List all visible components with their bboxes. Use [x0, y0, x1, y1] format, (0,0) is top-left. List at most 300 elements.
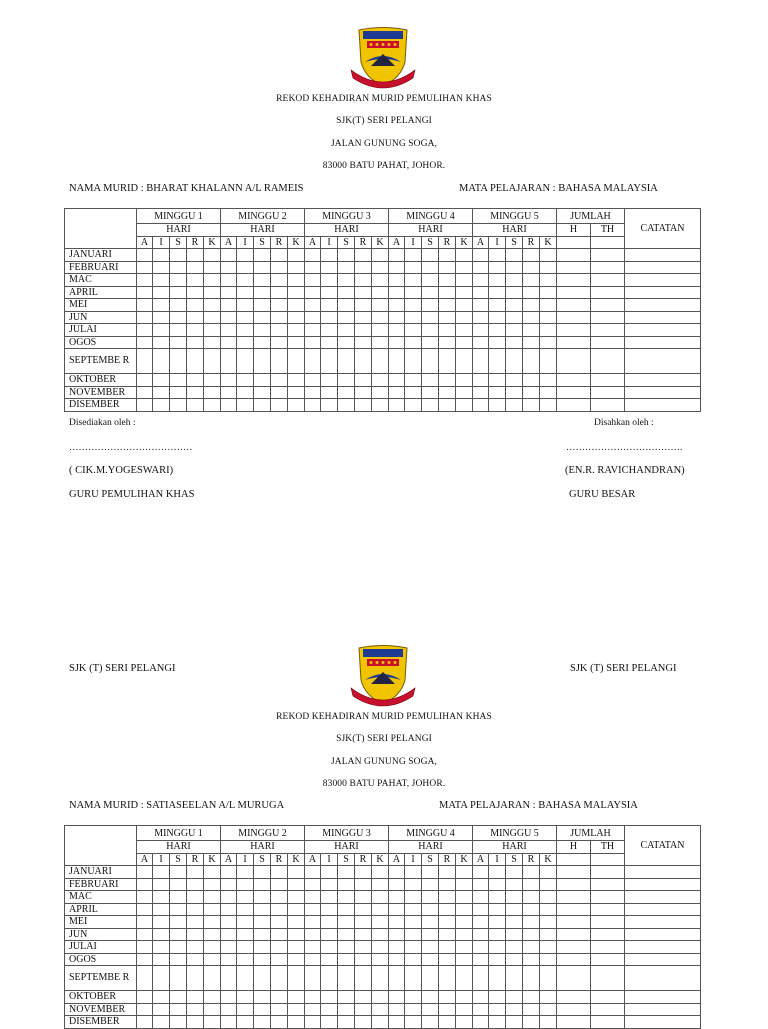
attendance-cell: [456, 953, 473, 966]
attendance-cell: [540, 866, 557, 879]
attendance-cell: [271, 916, 288, 929]
attendance-cell: [456, 928, 473, 941]
day-letter: I: [405, 853, 422, 866]
attendance-cell: [204, 1016, 221, 1029]
table-row: [65, 916, 701, 929]
attendance-cell: [237, 941, 254, 954]
attendance-cell: [540, 928, 557, 941]
attendance-cell: [456, 916, 473, 929]
attendance-cell: [625, 916, 701, 929]
attendance-cell: [355, 953, 372, 966]
attendance-cell: [221, 941, 237, 954]
attendance-cell: [305, 878, 321, 891]
attendance-cell: [254, 903, 271, 916]
attendance-cell: [187, 866, 204, 879]
attendance-cell: [204, 891, 221, 904]
attendance-cell: [305, 928, 321, 941]
attendance-cell: [153, 903, 170, 916]
attendance-cell: [591, 953, 625, 966]
day-letter: I: [153, 236, 170, 249]
attendance-cell: [372, 941, 389, 954]
table-row: [65, 1016, 701, 1029]
attendance-cell: [625, 903, 701, 916]
attendance-cell: [372, 966, 389, 991]
total-header: JUMLAH: [557, 209, 625, 224]
day-letter: R: [271, 236, 288, 249]
blank-cell: [591, 853, 625, 866]
day-letter: I: [405, 236, 422, 249]
attendance-cell: [506, 1003, 523, 1016]
attendance-cell: [321, 1003, 338, 1016]
month-label: APRIL: [65, 286, 137, 299]
attendance-cell: [372, 891, 389, 904]
attendance-cell: [591, 866, 625, 879]
attendance-cell: [170, 928, 187, 941]
attendance-cell: [321, 966, 338, 991]
school-street: JALAN GUNUNG SOGA,: [330, 139, 438, 149]
prepared-by-label: Disediakan oleh :: [69, 418, 136, 428]
attendance-cell: [523, 953, 540, 966]
attendance-cell: [355, 1003, 372, 1016]
attendance-cell: [170, 878, 187, 891]
day-letter: I: [237, 853, 254, 866]
attendance-cell: [591, 928, 625, 941]
attendance-cell: [338, 866, 355, 879]
day-group-header: HARI: [473, 841, 557, 854]
attendance-cell: [473, 1016, 489, 1029]
attendance-cell: [288, 878, 305, 891]
total-subheader: TH: [591, 224, 625, 237]
attendance-cell: [221, 878, 237, 891]
attendance-cell: [405, 1016, 422, 1029]
attendance-cell: [305, 1016, 321, 1029]
attendance-cell: [204, 916, 221, 929]
attendance-cell: [405, 866, 422, 879]
attendance-cell: [389, 941, 405, 954]
attendance-cell: [473, 953, 489, 966]
attendance-cell: [204, 903, 221, 916]
teacher-name: ( CIK.M.YOGESWARI): [69, 465, 174, 476]
day-letter: A: [137, 853, 153, 866]
attendance-cell: [439, 928, 456, 941]
attendance-cell: [153, 891, 170, 904]
attendance-cell: [321, 916, 338, 929]
attendance-cell: [523, 916, 540, 929]
attendance-cell: [355, 891, 372, 904]
day-letter: K: [540, 853, 557, 866]
attendance-cell: [405, 953, 422, 966]
day-letter: K: [456, 236, 473, 249]
attendance-cell: [372, 953, 389, 966]
attendance-cell: [405, 928, 422, 941]
attendance-cell: [153, 953, 170, 966]
attendance-cell: [591, 1016, 625, 1029]
attendance-cell: [422, 1003, 439, 1016]
attendance-cell: [137, 991, 153, 1004]
attendance-cell: [489, 991, 506, 1004]
attendance-cell: [591, 941, 625, 954]
day-letter: S: [170, 853, 187, 866]
attendance-cell: [506, 891, 523, 904]
day-group-header: HARI: [221, 841, 305, 854]
day-group-header: HARI: [221, 224, 305, 237]
attendance-cell: [237, 878, 254, 891]
attendance-cell: [422, 891, 439, 904]
day-letter: I: [237, 236, 254, 249]
day-letter: A: [305, 853, 321, 866]
attendance-cell: [456, 891, 473, 904]
attendance-table: [64, 825, 701, 1029]
subject-name: MATA PELAJARAN : BAHASA MALAYSIA: [459, 183, 658, 194]
attendance-cell: [288, 953, 305, 966]
day-letter: A: [137, 236, 153, 249]
attendance-cell: [422, 916, 439, 929]
attendance-cell: [540, 941, 557, 954]
attendance-cell: [473, 966, 489, 991]
attendance-cell: [204, 878, 221, 891]
attendance-cell: [271, 928, 288, 941]
attendance-cell: [405, 966, 422, 991]
attendance-cell: [489, 966, 506, 991]
attendance-cell: [489, 1016, 506, 1029]
attendance-cell: [288, 941, 305, 954]
attendance-cell: [338, 903, 355, 916]
attendance-cell: [271, 1016, 288, 1029]
week-header: MINGGU 2: [221, 826, 305, 841]
day-letter: A: [473, 236, 489, 249]
attendance-cell: [321, 891, 338, 904]
month-label: MEI: [65, 916, 137, 929]
attendance-cell: [540, 1003, 557, 1016]
day-letter: I: [489, 853, 506, 866]
attendance-cell: [422, 991, 439, 1004]
approved-by-label: Disahkan oleh :: [594, 418, 654, 428]
attendance-cell: [591, 991, 625, 1004]
day-letter: R: [439, 236, 456, 249]
attendance-cell: [557, 953, 591, 966]
month-label: OGOS: [65, 953, 137, 966]
attendance-cell: [473, 991, 489, 1004]
attendance-cell: [473, 916, 489, 929]
attendance-cell: [456, 903, 473, 916]
attendance-cell: [422, 953, 439, 966]
attendance-cell: [473, 878, 489, 891]
attendance-cell: [170, 941, 187, 954]
table-row: [65, 928, 701, 941]
form-title: REKOD KEHADIRAN MURID PEMULIHAN KHAS: [276, 94, 492, 104]
attendance-cell: [625, 966, 701, 991]
attendance-cell: [153, 966, 170, 991]
attendance-cell: [523, 1003, 540, 1016]
attendance-cell: [187, 916, 204, 929]
school-name: SJK(T) SERI PELANGI: [336, 734, 432, 744]
attendance-cell: [372, 903, 389, 916]
attendance-cell: [321, 928, 338, 941]
attendance-cell: [170, 991, 187, 1004]
attendance-cell: [625, 941, 701, 954]
attendance-cell: [591, 966, 625, 991]
attendance-cell: [288, 916, 305, 929]
day-letter: S: [254, 853, 271, 866]
attendance-cell: [187, 891, 204, 904]
attendance-cell: [540, 966, 557, 991]
attendance-cell: [221, 903, 237, 916]
attendance-cell: [187, 878, 204, 891]
attendance-cell: [271, 891, 288, 904]
header-school-right: SJK (T) SERI PELANGI: [570, 663, 677, 674]
attendance-cell: [221, 1003, 237, 1016]
attendance-cell: [591, 916, 625, 929]
day-letter: R: [523, 853, 540, 866]
attendance-cell: [591, 891, 625, 904]
attendance-cell: [506, 916, 523, 929]
attendance-cell: [254, 878, 271, 891]
attendance-cell: [591, 1003, 625, 1016]
attendance-cell: [557, 1003, 591, 1016]
day-letter: R: [187, 236, 204, 249]
week-header: MINGGU 1: [137, 209, 221, 224]
attendance-cell: [473, 928, 489, 941]
attendance-cell: [338, 941, 355, 954]
attendance-cell: [456, 1016, 473, 1029]
attendance-cell: [422, 1016, 439, 1029]
day-letter: A: [473, 853, 489, 866]
attendance-cell: [540, 916, 557, 929]
day-letter: A: [221, 236, 237, 249]
attendance-cell: [523, 891, 540, 904]
total-header: JUMLAH: [557, 826, 625, 841]
attendance-cell: [506, 1016, 523, 1029]
attendance-cell: [221, 928, 237, 941]
attendance-cell: [557, 966, 591, 991]
attendance-cell: [254, 891, 271, 904]
attendance-cell: [506, 866, 523, 879]
day-letter: R: [187, 853, 204, 866]
attendance-cell: [523, 1016, 540, 1029]
attendance-cell: [338, 991, 355, 1004]
attendance-cell: [305, 1003, 321, 1016]
attendance-cell: [540, 991, 557, 1004]
signature-line-right: ……………………………….: [566, 443, 683, 453]
attendance-cell: [625, 928, 701, 941]
day-letter: A: [389, 853, 405, 866]
day-letter: K: [204, 236, 221, 249]
attendance-cell: [422, 941, 439, 954]
month-label: FEBRUARI: [65, 261, 137, 274]
attendance-cell: [355, 878, 372, 891]
attendance-cell: [456, 878, 473, 891]
attendance-cell: [355, 916, 372, 929]
attendance-cell: [405, 878, 422, 891]
attendance-cell: [439, 903, 456, 916]
attendance-cell: [137, 916, 153, 929]
attendance-cell: [305, 916, 321, 929]
attendance-cell: [523, 966, 540, 991]
attendance-cell: [254, 928, 271, 941]
attendance-cell: [221, 991, 237, 1004]
attendance-cell: [489, 891, 506, 904]
month-label: JULAI: [65, 941, 137, 954]
month-label: OKTOBER: [65, 374, 137, 387]
attendance-cell: [557, 878, 591, 891]
attendance-cell: [221, 953, 237, 966]
attendance-cell: [204, 928, 221, 941]
school-name: SJK(T) SERI PELANGI: [336, 116, 432, 126]
attendance-cell: [271, 991, 288, 1004]
attendance-cell: [372, 1003, 389, 1016]
day-letter: K: [288, 853, 305, 866]
attendance-cell: [473, 1003, 489, 1016]
attendance-cell: [221, 1016, 237, 1029]
attendance-cell: [389, 928, 405, 941]
day-letter: S: [506, 236, 523, 249]
attendance-cell: [254, 916, 271, 929]
blank-cell: [557, 853, 591, 866]
attendance-cell: [389, 1016, 405, 1029]
attendance-cell: [355, 866, 372, 879]
attendance-cell: [355, 1016, 372, 1029]
attendance-cell: [153, 878, 170, 891]
attendance-cell: [321, 866, 338, 879]
signature-line-left: …………………………………: [69, 443, 193, 453]
attendance-cell: [389, 916, 405, 929]
attendance-cell: [389, 903, 405, 916]
attendance-cell: [237, 1003, 254, 1016]
month-label: NOVEMBER: [65, 386, 137, 399]
attendance-cell: [489, 878, 506, 891]
month-label: NOVEMBER: [65, 1003, 137, 1016]
attendance-cell: [456, 991, 473, 1004]
day-letter: I: [489, 236, 506, 249]
attendance-cell: [237, 916, 254, 929]
attendance-cell: [137, 866, 153, 879]
student-name: NAMA MURID : SATIASEELAN A/L MURUGA: [69, 800, 285, 811]
day-letter: S: [170, 236, 187, 249]
attendance-cell: [338, 878, 355, 891]
attendance-cell: [523, 903, 540, 916]
attendance-cell: [439, 916, 456, 929]
attendance-cell: [153, 1016, 170, 1029]
attendance-cell: [170, 953, 187, 966]
attendance-cell: [372, 928, 389, 941]
month-label: SEPTEMBE R: [65, 966, 137, 991]
attendance-cell: [625, 891, 701, 904]
attendance-cell: [237, 953, 254, 966]
attendance-cell: [456, 866, 473, 879]
month-label: DISEMBER: [65, 1016, 137, 1029]
month-label: JULAI: [65, 324, 137, 337]
month-label: APRIL: [65, 903, 137, 916]
attendance-cell: [557, 991, 591, 1004]
day-letter: A: [221, 853, 237, 866]
attendance-cell: [137, 941, 153, 954]
notes-header: CATATAN: [625, 209, 701, 249]
attendance-cell: [625, 878, 701, 891]
total-subheader: H: [557, 224, 591, 237]
attendance-cell: [405, 916, 422, 929]
attendance-cell: [137, 878, 153, 891]
week-header: MINGGU 4: [389, 826, 473, 841]
month-label: MEI: [65, 299, 137, 312]
day-letter: I: [153, 853, 170, 866]
attendance-cell: [170, 1016, 187, 1029]
attendance-cell: [237, 928, 254, 941]
day-group-header: HARI: [137, 841, 221, 854]
attendance-cell: [204, 941, 221, 954]
attendance-cell: [372, 916, 389, 929]
attendance-cell: [456, 941, 473, 954]
attendance-cell: [557, 928, 591, 941]
week-header: MINGGU 3: [305, 826, 389, 841]
attendance-cell: [355, 991, 372, 1004]
attendance-cell: [271, 941, 288, 954]
attendance-cell: [506, 903, 523, 916]
attendance-cell: [288, 866, 305, 879]
attendance-cell: [523, 928, 540, 941]
notes-header: CATATAN: [625, 826, 701, 866]
attendance-cell: [321, 991, 338, 1004]
day-letter: I: [321, 853, 338, 866]
attendance-cell: [170, 866, 187, 879]
attendance-cell: [187, 903, 204, 916]
attendance-cell: [204, 953, 221, 966]
attendance-cell: [557, 916, 591, 929]
attendance-cell: [540, 903, 557, 916]
attendance-cell: [271, 966, 288, 991]
attendance-cell: [557, 1016, 591, 1029]
attendance-cell: [137, 891, 153, 904]
school-city: 83000 BATU PAHAT, JOHOR.: [322, 779, 446, 789]
attendance-cell: [137, 966, 153, 991]
attendance-cell: [540, 953, 557, 966]
attendance-cell: [187, 941, 204, 954]
attendance-cell: [321, 953, 338, 966]
attendance-cell: [523, 991, 540, 1004]
attendance-cell: [338, 966, 355, 991]
attendance-cell: [489, 941, 506, 954]
attendance-cell: [288, 891, 305, 904]
day-group-header: HARI: [473, 224, 557, 237]
attendance-cell: [591, 903, 625, 916]
attendance-cell: [506, 991, 523, 1004]
attendance-cell: [439, 953, 456, 966]
day-letter: S: [422, 853, 439, 866]
day-letter: K: [204, 853, 221, 866]
attendance-cell: [137, 953, 153, 966]
day-letter: S: [338, 236, 355, 249]
table-row: [65, 966, 701, 991]
month-label: FEBRUARI: [65, 878, 137, 891]
attendance-cell: [389, 953, 405, 966]
attendance-cell: [321, 878, 338, 891]
day-group-header: HARI: [137, 224, 221, 237]
week-header: MINGGU 1: [137, 826, 221, 841]
attendance-cell: [153, 941, 170, 954]
month-label: OGOS: [65, 336, 137, 349]
attendance-cell: [506, 966, 523, 991]
form-title: REKOD KEHADIRAN MURID PEMULIHAN KHAS: [276, 712, 492, 722]
attendance-cell: [422, 878, 439, 891]
attendance-cell: [237, 866, 254, 879]
attendance-cell: [237, 966, 254, 991]
header-school-left: SJK (T) SERI PELANGI: [69, 663, 176, 674]
day-letter: K: [372, 853, 389, 866]
attendance-cell: [372, 1016, 389, 1029]
attendance-cell: [221, 866, 237, 879]
attendance-cell: [389, 878, 405, 891]
month-label: JANUARI: [65, 249, 137, 262]
corner-cell: [65, 826, 137, 866]
